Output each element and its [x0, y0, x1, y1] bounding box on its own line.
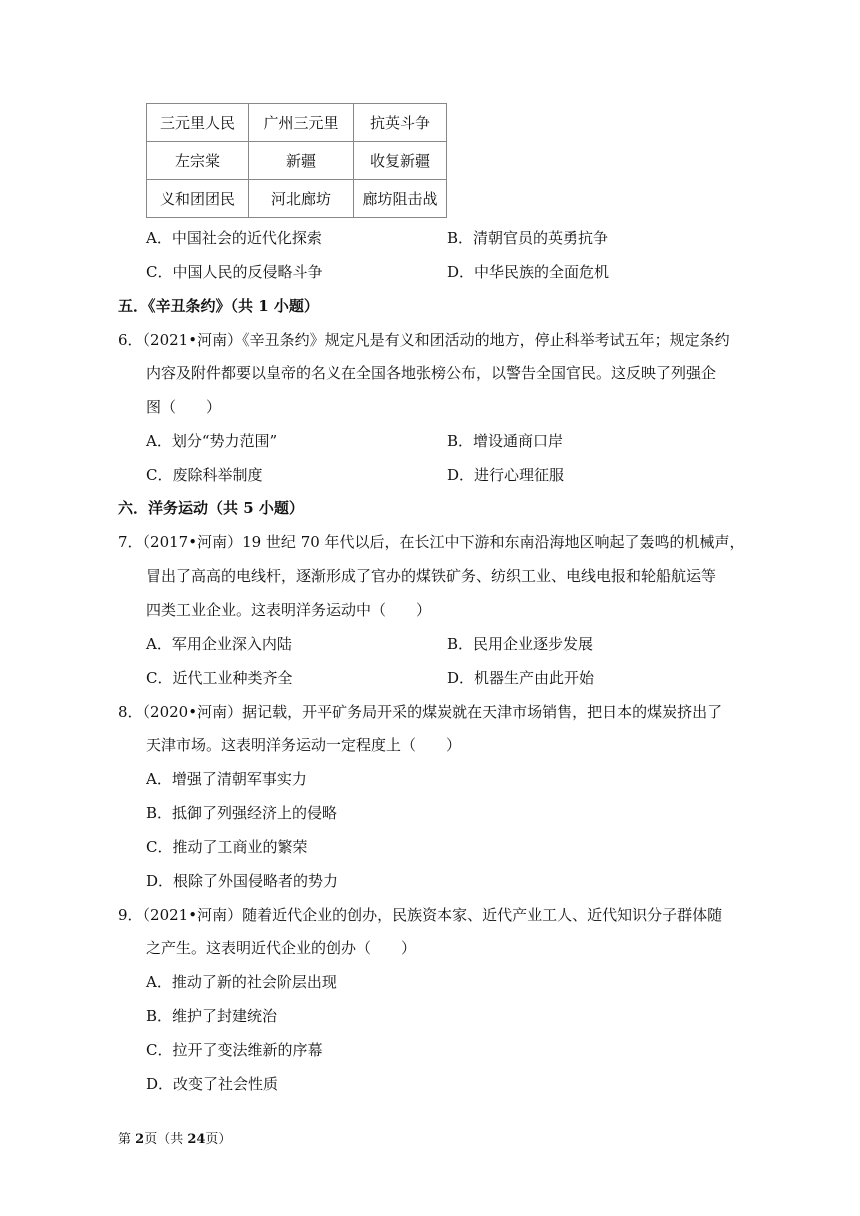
table-cell: 抗英斗争 — [354, 104, 447, 142]
q5-option-d: D．中华民族的全面危机 — [447, 263, 610, 281]
q8-line-2: 天津市场。这表明洋务运动一定程度上（ ） — [146, 736, 462, 754]
q7-line-1: 7．（2017•河南）19 世纪 70 年代以后，在长江中下游和东南沿海地区响起了轰鸣的机械声， — [118, 533, 745, 551]
table-cell: 左宗棠 — [147, 142, 249, 180]
footer-page-number: 2 — [135, 1132, 145, 1147]
q8-option-a: A．增强了清朝军事实力 — [146, 770, 307, 788]
q9-option-a: A．推动了新的社会阶层出现 — [146, 973, 337, 991]
q9-line-1: 9．（2021•河南）随着近代企业的创办，民族资本家、近代产业工人、近代知识分子群体随 — [118, 906, 723, 924]
section-title-yangwu: 六．洋务运动（共 5 小题） — [118, 499, 304, 517]
footer-total-pages: 24 — [187, 1132, 206, 1147]
section-title-xinchou: 五．《辛丑条约》（共 1 小题） — [118, 297, 319, 315]
q7-option-d: D．机器生产由此开始 — [447, 669, 595, 687]
table-row — [147, 180, 447, 218]
table-row — [147, 142, 447, 180]
q8-option-c: C．推动了工商业的繁荣 — [146, 838, 308, 856]
q6-option-a: A．划分“势力范围” — [146, 432, 278, 450]
q8-line-1: 8．（2020•河南）据记载，开平矿务局开采的煤炭就在天津市场销售，把日本的煤炭挤出了 — [118, 703, 723, 721]
table-cell: 新疆 — [249, 142, 354, 180]
q5-option-c: C．中国人民的反侵略斗争 — [146, 263, 323, 281]
table-cell: 河北廊坊 — [249, 180, 354, 218]
table-row — [147, 104, 447, 142]
footer-prefix: 第 — [118, 1132, 136, 1147]
q7-line-2: 冒出了高高的电线杆，逐渐形成了官办的煤铁矿务、纺织工业、电线电报和轮船航运等 — [146, 567, 717, 585]
q6-option-d: D．进行心理征服 — [447, 466, 565, 484]
q7-option-a: A．军用企业深入内陆 — [146, 635, 292, 653]
q9-option-c: C．拉开了变法维新的序幕 — [146, 1041, 323, 1059]
q6-line-3: 图（ ） — [146, 398, 222, 416]
table-cell: 广州三元里 — [249, 104, 354, 142]
footer-suffix: 页） — [205, 1132, 232, 1147]
page-footer — [118, 1128, 231, 1147]
q8-option-d: D．根除了外国侵略者的势力 — [146, 872, 339, 890]
q6-line-2: 内容及附件都要以皇帝的名义在全国各地张榜公布，以警告全国官民。这反映了列强企 — [146, 364, 717, 382]
q7-line-3: 四类工业企业。这表明洋务运动中（ ） — [146, 601, 432, 619]
q9-option-b: B．维护了封建统治 — [146, 1007, 278, 1025]
q8-option-b: B．抵御了列强经济上的侵略 — [146, 804, 338, 822]
q5-option-a: A．中国社会的近代化探索 — [146, 229, 322, 247]
table-cell: 廊坊阻击战 — [354, 180, 447, 218]
q7-option-c: C．近代工业种类齐全 — [146, 669, 293, 687]
q6-option-b: B．增设通商口岸 — [447, 432, 564, 450]
q7-option-b: B．民用企业逐步发展 — [447, 635, 594, 653]
info-table — [146, 103, 447, 218]
q6-line-1: 6．（2021•河南）《辛丑条约》规定凡是有义和团活动的地方，停止科举考试五年；规定条约 — [118, 331, 730, 349]
table-cell: 义和团团民 — [147, 180, 249, 218]
q5-option-b: B．清朝官员的英勇抗争 — [447, 229, 609, 247]
table-cell: 三元里人民 — [147, 104, 249, 142]
q9-line-2: 之产生。这表明近代企业的创办（ ） — [146, 939, 417, 957]
table-cell: 收复新疆 — [354, 142, 447, 180]
footer-middle: 页（共 — [144, 1132, 188, 1147]
q9-option-d: D．改变了社会性质 — [146, 1075, 279, 1093]
q6-option-c: C．废除科举制度 — [146, 466, 263, 484]
